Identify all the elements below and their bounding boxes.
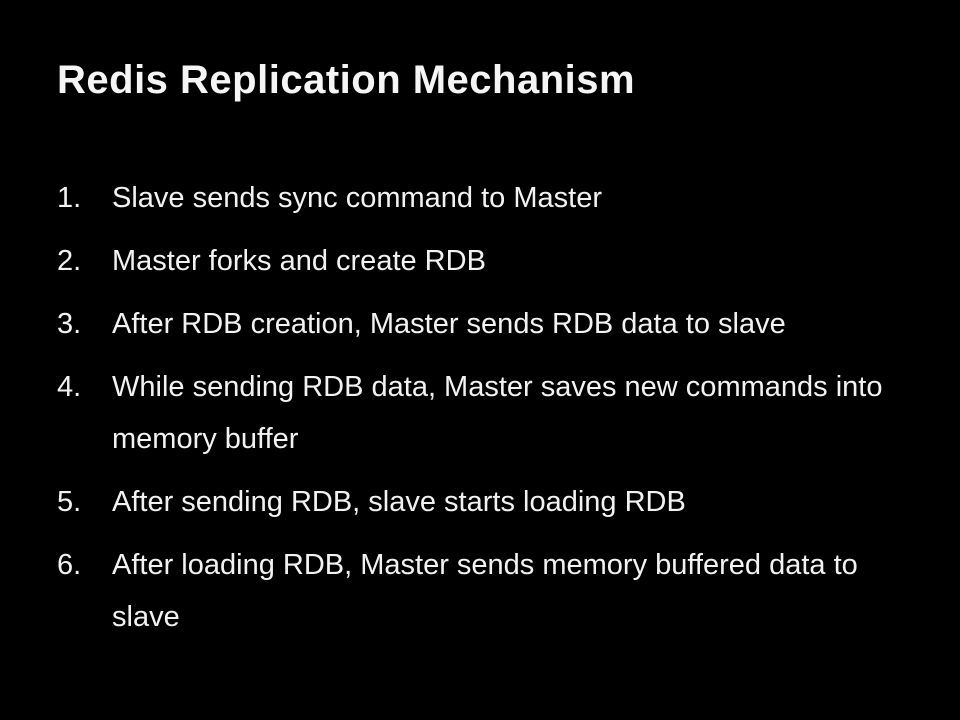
list-item [57,539,917,643]
slide-title: Redis Replication Mechanism [57,58,636,102]
numbered-list [57,172,917,654]
list-item-number: 3. [57,308,82,340]
list-item-number: 4. [57,371,82,403]
list-item-text: After RDB creation, Master sends RDB data to slave [112,308,786,340]
list-item-text: Slave sends sync command to Master [112,182,602,214]
list-item-text: After loading RDB, Master sends memory buffered data to slave [112,549,858,633]
list-item-text: While sending RDB data, Master saves new commands into memory buffer [112,371,883,455]
list-item [57,235,917,287]
list-item-number: 1. [57,182,82,214]
list-item [57,298,917,350]
list-item-text: Master forks and create RDB [112,245,486,277]
list-item-text: After sending RDB, slave starts loading RDB [112,486,686,518]
list-item [57,361,917,465]
list-item-number: 2. [57,245,82,277]
list-item-number: 5. [57,486,82,518]
list-item-number: 6. [57,549,82,581]
list-item [57,172,917,224]
list-item [57,476,917,528]
